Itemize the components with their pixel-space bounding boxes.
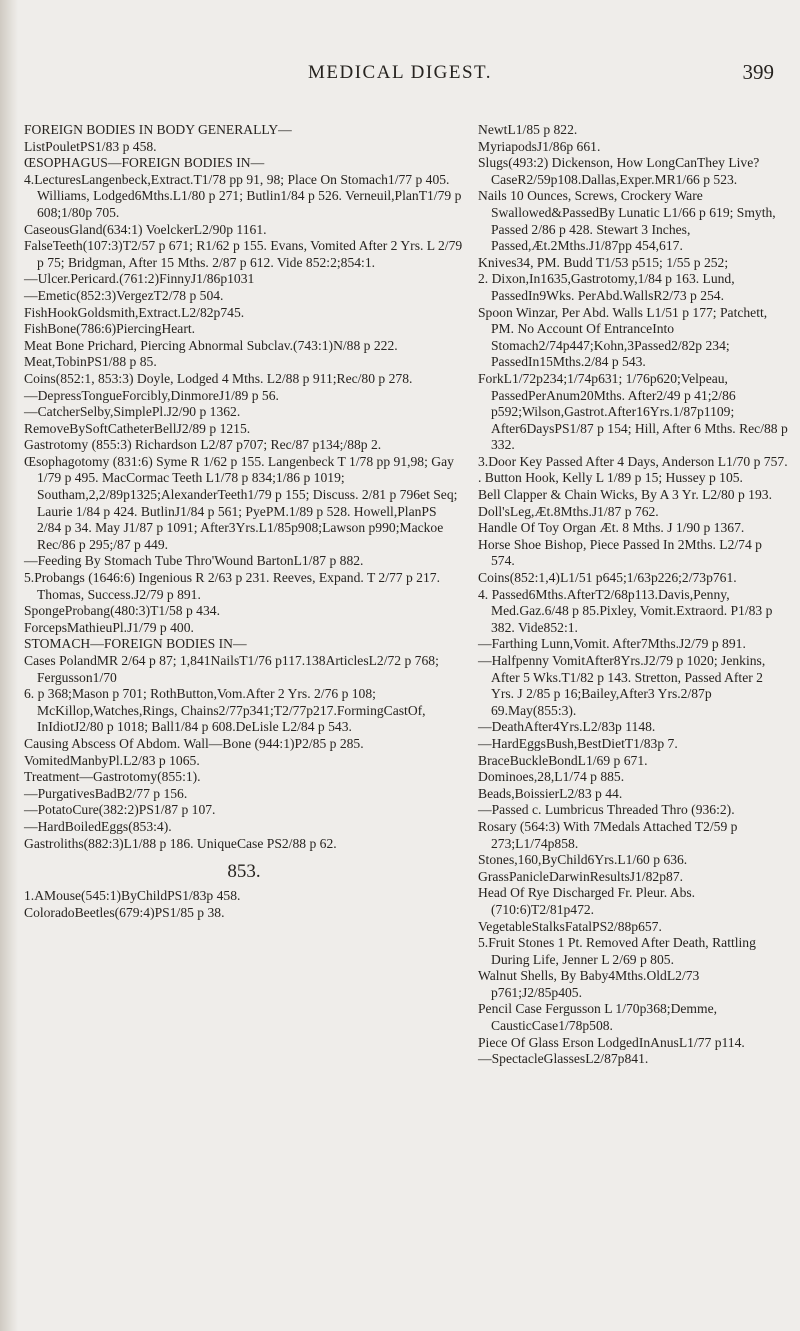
index-entry: FalseTeeth(107:3)T2/57 p 671; R1/62 p 155. Evans, Vomited After 2 Yrs. L 2/79 p 75; Bridgman, After 15 Mths. 2/87 p 612. Vide 852:2;854:1. [24, 238, 463, 270]
index-entry: —DepressTongueForcibly,DinmoreJ1/89 p 56. [24, 387, 279, 403]
running-head: MEDICAL DIGEST. [308, 62, 492, 83]
index-entry: SpongeProbang(480:3)T1/58 p 434. [24, 603, 220, 619]
index-entry: ListPouletPS1/83 p 458. [24, 138, 157, 154]
index-entry: Pencil Case Fergusson L 1/70p368;Demme, CausticCase1/78p508. [478, 1001, 717, 1034]
index-entry: Coins(852:1, 853:3) Doyle, Lodged 4 Mths. L2/88 p 911;Rec/80 p 278. [24, 370, 413, 386]
index-entry: 5.Fruit Stones 1 Pt. Removed After Death, Rattling During Life, Jenner L 2/69 p 805. [478, 935, 756, 967]
index-entry: 3.Door Key Passed After 4 Days, Anderson L1/70 p 757. [478, 453, 788, 469]
index-entry: 6. p 368;Mason p 701; RothButton,Vom.After 2 Yrs. 2/76 p 108; McKillop,Watches,Rings, Chains2/77p341;T2/77p217.FormingCastOf, InIdiotJ2/80 p 1018; Ball1/84 p 608.DeLisle L2/84 p 543. [24, 686, 426, 735]
index-entry: —DeathAfter4Yrs.L2/83p 1148. [478, 719, 656, 735]
index-entry: Beads,BoissierL2/83 p 44. [478, 785, 623, 801]
index-entry: Head Of Rye Discharged Fr. Pleur. Abs. (710:6)T2/81p472. [478, 885, 696, 917]
index-entry: Walnut Shells, By Baby4Mths.OldL2/73 p761;J2/85p405. [478, 968, 700, 1000]
index-entry: Coins(852:1,4)L1/51 p645;1/63p226;2/73p761. [478, 570, 737, 586]
index-entry: Knives34, PM. Budd T1/53 p515; 1/55 p 252; [478, 254, 729, 270]
index-entry: Rosary (564:3) With 7Medals Attached T2/59 p 273;L1/74p858. [478, 818, 738, 851]
left-column [24, 122, 464, 921]
index-entry: Piece Of Glass Erson LodgedInAnusL1/77 p114. [478, 1034, 745, 1050]
index-entry: RemoveBySoftCatheterBellJ2/89 p 1215. [24, 420, 251, 436]
page-gutter-shadow [0, 0, 18, 1331]
page-header [0, 62, 800, 94]
index-entry: Horse Shoe Bishop, Piece Passed In 2Mths. L2/74 p 574. [478, 536, 762, 569]
index-entry: Treatment—Gastrotomy(855:1). [24, 769, 201, 785]
index-entry: —Ulcer.Pericard.(761:2)FinnyJ1/86p1031 [24, 271, 255, 287]
index-entry: NewtL1/85 p 822. [478, 122, 578, 137]
index-entry: Doll'sLeg,Æt.8Mths.J1/87 p 762. [478, 503, 659, 519]
index-entry: Meat Bone Prichard, Piercing Abnormal Subclav.(743:1)N/88 p 222. [24, 337, 398, 353]
index-entry: —PurgativesBadB2/77 p 156. [24, 785, 188, 801]
index-entry: VegetableStalksFatalPS2/88p657. [478, 918, 662, 934]
index-entry: Cases PolandMR 2/64 p 87; 1,841NailsT1/76 p117.138ArticlesL2/72 p 768; Fergusson1/70 [24, 653, 439, 685]
index-entry: VomitedManbyPl.L2/83 p 1065. [24, 752, 200, 768]
index-entry: Gastrotomy (855:3) Richardson L2/87 p707; Rec/87 p134;/88p 2. [24, 437, 382, 453]
index-entry: CaseousGland(634:1) VoelckerL2/90p 1161. [24, 221, 267, 237]
index-entry: ŒSOPHAGUS—FOREIGN BODIES IN— [24, 155, 265, 171]
index-entry: MyriapodsJ1/86p 661. [478, 138, 601, 154]
index-entry: FOREIGN BODIES IN BODY GENERALLY— [24, 122, 292, 137]
index-entry: ColoradoBeetles(679:4)PS1/85 p 38. [24, 904, 225, 920]
index-entry: Œsophagotomy (831:6) Syme R 1/62 p 155. Langenbeck T 1/78 pp 91,98; Gay 1/79 p 495. MacCormac Teeth L1/78 p 834;1/86 p 1019; Southam,2,2/89p1325;AlexanderTeeth1/79 p 155; Discuss. 2/81 p 796et Seq; Laurie 1/84 p 424. ButlinJ1/84 p 561; PyePM.1/89 p 528. Howell,PlanPS 2/84 p 34. May J1/87 p 1091; After3Yrs.L1/85p908;Lawson p990;Mackoe Rec/86 p 295;/87 p 449. [24, 453, 458, 552]
index-entry: . Button Hook, Kelly L 1/89 p 15; Hussey p 105. [478, 470, 743, 486]
page-number: 399 [742, 60, 774, 84]
index-entry: Bell Clapper & Chain Wicks, By A 3 Yr. L2/80 p 193. [478, 487, 772, 503]
index-entry: Gastroliths(882:3)L1/88 p 186. UniqueCase PS2/88 p 62. [24, 835, 337, 851]
index-entry: —Halfpenny VomitAfter8Yrs.J2/79 p 1020; Jenkins, After 5 Wks.T1/82 p 143. Stretton, Passed After 2 Yrs. J 2/85 p 16;Bailey,After3 Yrs.2/87p 69.May(855:3). [478, 653, 766, 718]
right-column [478, 122, 788, 1068]
index-entry: GrassPanicleDarwinResultsJ1/82p87. [478, 868, 684, 884]
index-entry: Stones,160,ByChild6Yrs.L1/60 p 636. [478, 852, 688, 868]
index-entry: —Passed c. Lumbricus Threaded Thro (936:2). [478, 802, 735, 818]
index-entry: 5.Probangs (1646:6) Ingenious R 2/63 p 231. Reeves, Expand. T 2/77 p 217. Thomas, Success.J2/79 p 891. [24, 570, 440, 602]
index-entry: Nails 10 Ounces, Screws, Crockery Ware Swallowed&PassedBy Lunatic L1/66 p 619; Smyth, Passed 2/86 p 428. Stewart 3 Inches, Passed,Æt.2Mths.J1/87pp 454,617. [478, 188, 776, 254]
index-entry: BraceBuckleBondL1/69 p 671. [478, 752, 648, 768]
index-entry: Handle Of Toy Organ Æt. 8 Mths. J 1/90 p 1367. [478, 520, 745, 536]
index-entry: 4.LecturesLangenbeck,Extract.T1/78 pp 91, 98; Place On Stomach1/77 p 405. Williams, Lodged6Mths.L1/80 p 271; Butlin1/84 p 526. Verneuil,PlanT1/79 p 608;1/80p 705. [24, 171, 462, 220]
index-entry: —PotatoCure(382:2)PS1/87 p 107. [24, 802, 216, 818]
index-entry: —Feeding By Stomach Tube Thro'Wound BartonL1/87 p 882. [24, 553, 364, 569]
index-entry: Dominoes,28,L1/74 p 885. [478, 769, 625, 785]
index-entry: FishBone(786:6)PiercingHeart. [24, 321, 196, 337]
index-entry: ForcepsMathieuPl.J1/79 p 400. [24, 619, 194, 635]
index-entry: —CatcherSelby,SimplePl.J2/90 p 1362. [24, 404, 241, 420]
index-entry: ForkL1/72p234;1/74p631; 1/76p620;Velpeau, PassedPerAnum20Mths. After2/49 p 41;2/86 p592;Wilson,Gastrot.After16Yrs.1/87p1109; After6DaysPS1/87 p 154; Hill, After 6 Mths. Rec/88 p 332. [478, 370, 788, 453]
index-entry: —Farthing Lunn,Vomit. After7Mths.J2/79 p 891. [478, 636, 746, 652]
index-entry: Meat,TobinPS1/88 p 85. [24, 354, 157, 370]
index-entry: Spoon Winzar, Per Abd. Walls L1/51 p 177; Patchett, PM. No Account Of EntranceInto Stomach2/74p447;Kohn,3Passed2/82p 234; PassedIn15Mths.2/84 p 543. [478, 304, 768, 370]
index-entry: —HardEggsBush,BestDietT1/83p 7. [478, 735, 678, 751]
index-entry: —SpectacleGlassesL2/87p841. [478, 1051, 649, 1067]
index-entry: 4. Passed6Mths.AfterT2/68p113.Davis,Penny, Med.Gaz.6/48 p 85.Pixley, Vomit.Extraord. P1/83 p 382. Vide852:1. [478, 586, 773, 635]
index-entry: Slugs(493:2) Dickenson, How LongCanThey Live?CaseR2/59p108.Dallas,Exper.MR1/66 p 523. [478, 155, 760, 187]
index-entry: Causing Abscess Of Abdom. Wall—Bone (944:1)P2/85 p 285. [24, 735, 364, 751]
index-entry: 2. Dixon,In1635,Gastrotomy,1/84 p 163. Lund, PassedIn9Wks. PerAbd.WallsR2/73 p 254. [478, 271, 735, 303]
index-entry: FishHookGoldsmith,Extract.L2/82p745. [24, 304, 245, 320]
index-entry: STOMACH—FOREIGN BODIES IN— [24, 636, 247, 652]
index-entry: —Emetic(852:3)VergezT2/78 p 504. [24, 287, 224, 303]
index-entry: 1.AMouse(545:1)ByChildPS1/83p 458. [24, 888, 241, 904]
index-entry: 853. [227, 861, 261, 883]
index-entry: —HardBoiledEggs(853:4). [24, 818, 172, 834]
